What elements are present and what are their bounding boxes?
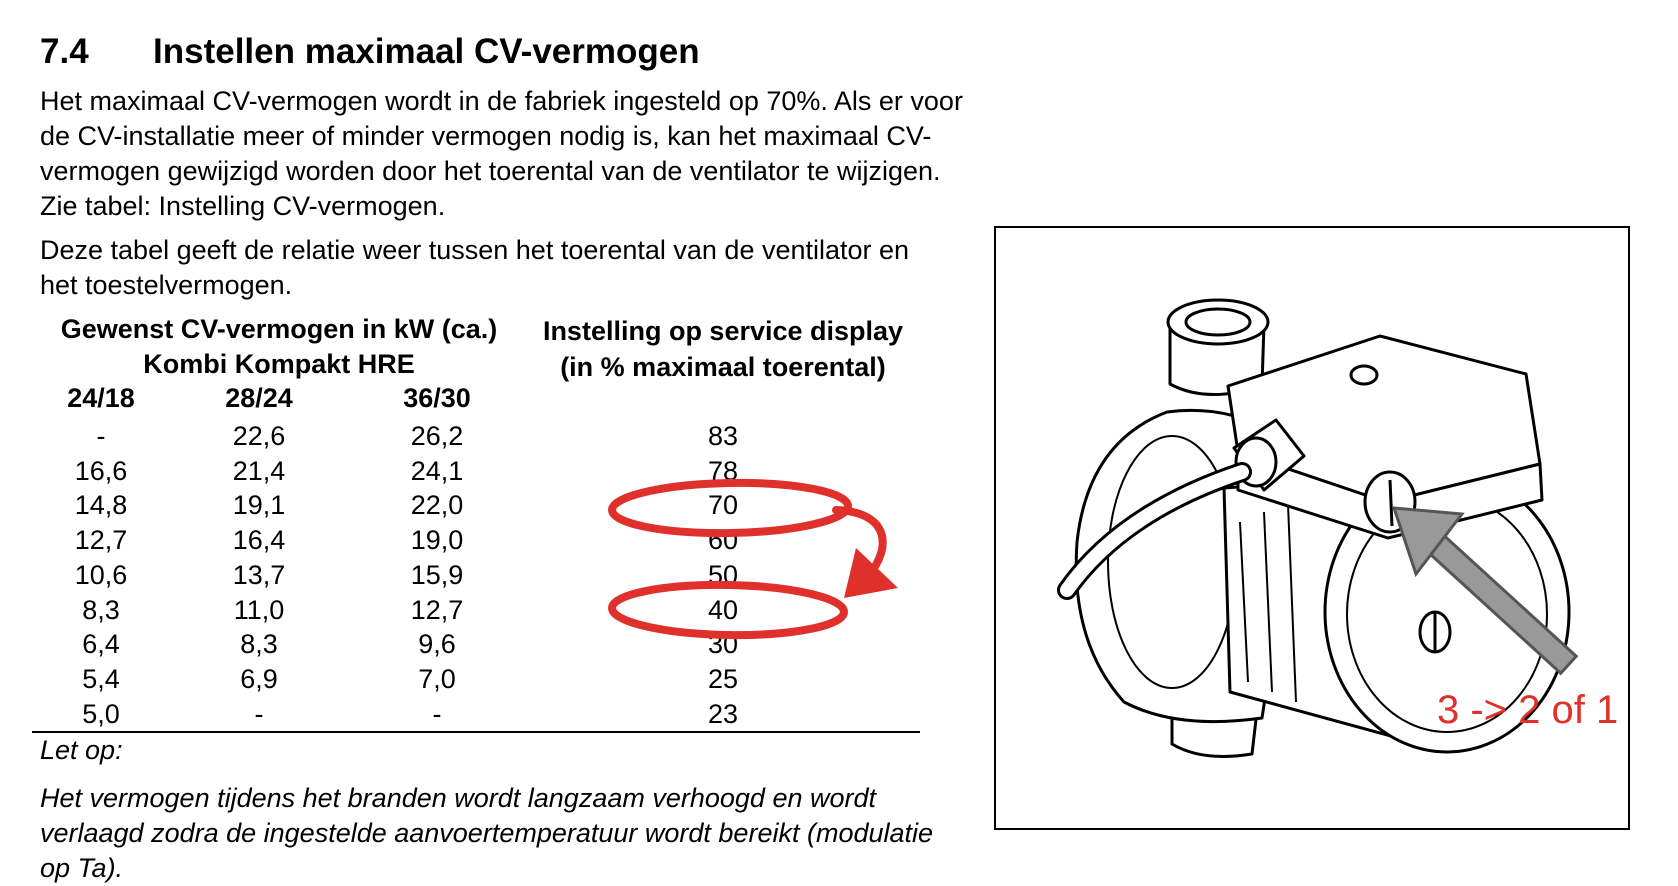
table-intro-paragraph: Deze tabel geeft de relatie weer tussen het toerental van de ventilator en het toestelvermogen.	[40, 235, 910, 300]
column-header-36-30: 36/30	[403, 383, 471, 413]
table-cell: 7,0	[418, 663, 456, 694]
section-title: Instellen maximaal CV-vermogen	[153, 32, 700, 71]
table-row	[32, 415, 920, 454]
table-cell: 12,7	[410, 594, 464, 625]
table-row	[32, 593, 920, 628]
table-cell: 83	[707, 421, 739, 451]
pump-figure	[994, 226, 1630, 830]
table-cell: 9,6	[418, 629, 456, 660]
note-text: Het vermogen tijdens het branden wordt langzaam verhoogd en wordt verlaagd zodra de ingestelde aanvoertemperatuur wordt bereikt (modulatie op Ta).	[40, 783, 934, 883]
table-cell: -	[348, 697, 526, 733]
table-cell: 30	[707, 629, 739, 660]
table-cell: -	[96, 421, 106, 451]
table-cell: 11,0	[233, 594, 285, 625]
section-number: 7.4	[40, 32, 89, 71]
column-header-28-24: 28/24	[225, 383, 293, 413]
table-cell: 5,0	[32, 697, 170, 733]
table-cell: 21,4	[232, 455, 286, 486]
note-label: Let op:	[40, 735, 123, 765]
table-row	[32, 627, 920, 662]
pump-inlet-bore	[1186, 309, 1250, 335]
table-cell: 70	[707, 490, 739, 521]
table-cell: 8,3	[82, 594, 120, 625]
table-cell: 6,9	[240, 663, 278, 694]
table-cell: 10,6	[74, 559, 128, 590]
table-cell: 40	[707, 594, 739, 625]
column-header-24-18: 24/18	[67, 383, 135, 413]
table-row	[32, 558, 920, 593]
section-heading	[40, 32, 700, 72]
table-cell: 16,4	[232, 525, 286, 556]
power-settings-table	[32, 311, 920, 733]
table-cell: 6,4	[82, 629, 120, 660]
header-model: Kombi Kompakt HRE	[143, 349, 415, 379]
table-row	[32, 662, 920, 697]
table-cell: -	[170, 697, 348, 733]
table-cell: 19,1	[232, 490, 286, 521]
table-cell: 5,4	[82, 663, 120, 694]
intro-paragraph: Het maximaal CV-vermogen wordt in de fabriek ingesteld op 70%. Als er voor de CV-installatie meer of minder vermogen nodig is, kan het maximaal CV-vermogen gewijzigd worden door het toerental van de ventilator te wijzigen. Zie tabel: Instelling CV-vermogen.	[40, 86, 963, 221]
table-cell: 60	[707, 525, 739, 556]
header-service-setting	[526, 311, 920, 415]
table-cell: 12,7	[74, 525, 128, 556]
circulation-pump-illustration	[996, 228, 1628, 828]
table-row	[32, 488, 920, 523]
table-cell: 13,7	[232, 559, 286, 590]
table-cell: 23	[526, 697, 920, 733]
table-row	[32, 454, 920, 489]
table-cell: 25	[707, 663, 739, 694]
header-desired-power: Gewenst CV-vermogen in kW (ca.)	[60, 314, 498, 344]
table-cell: 50	[707, 559, 739, 590]
table-cell: 16,6	[74, 455, 128, 486]
table-cell: 26,2	[410, 421, 464, 451]
table-cell: 8,3	[240, 629, 278, 660]
table-cell: 15,9	[410, 559, 464, 590]
table-cell: 78	[707, 455, 739, 486]
table-cell: 19,0	[410, 525, 464, 556]
table-cell: 14,8	[74, 490, 128, 521]
figure-caption: 3 -> 2 of 1	[1437, 688, 1619, 732]
header-service-setting-line1: Instelling op service display	[542, 316, 904, 346]
table-row	[32, 523, 920, 558]
table-cell: 22,6	[232, 421, 286, 451]
table-cell: 22,0	[410, 490, 464, 521]
table-row	[32, 697, 920, 733]
header-service-setting-line2: (in % maximaal toerental)	[560, 352, 886, 382]
table-cell: 24,1	[410, 455, 464, 486]
lid-screw-icon	[1351, 366, 1377, 384]
